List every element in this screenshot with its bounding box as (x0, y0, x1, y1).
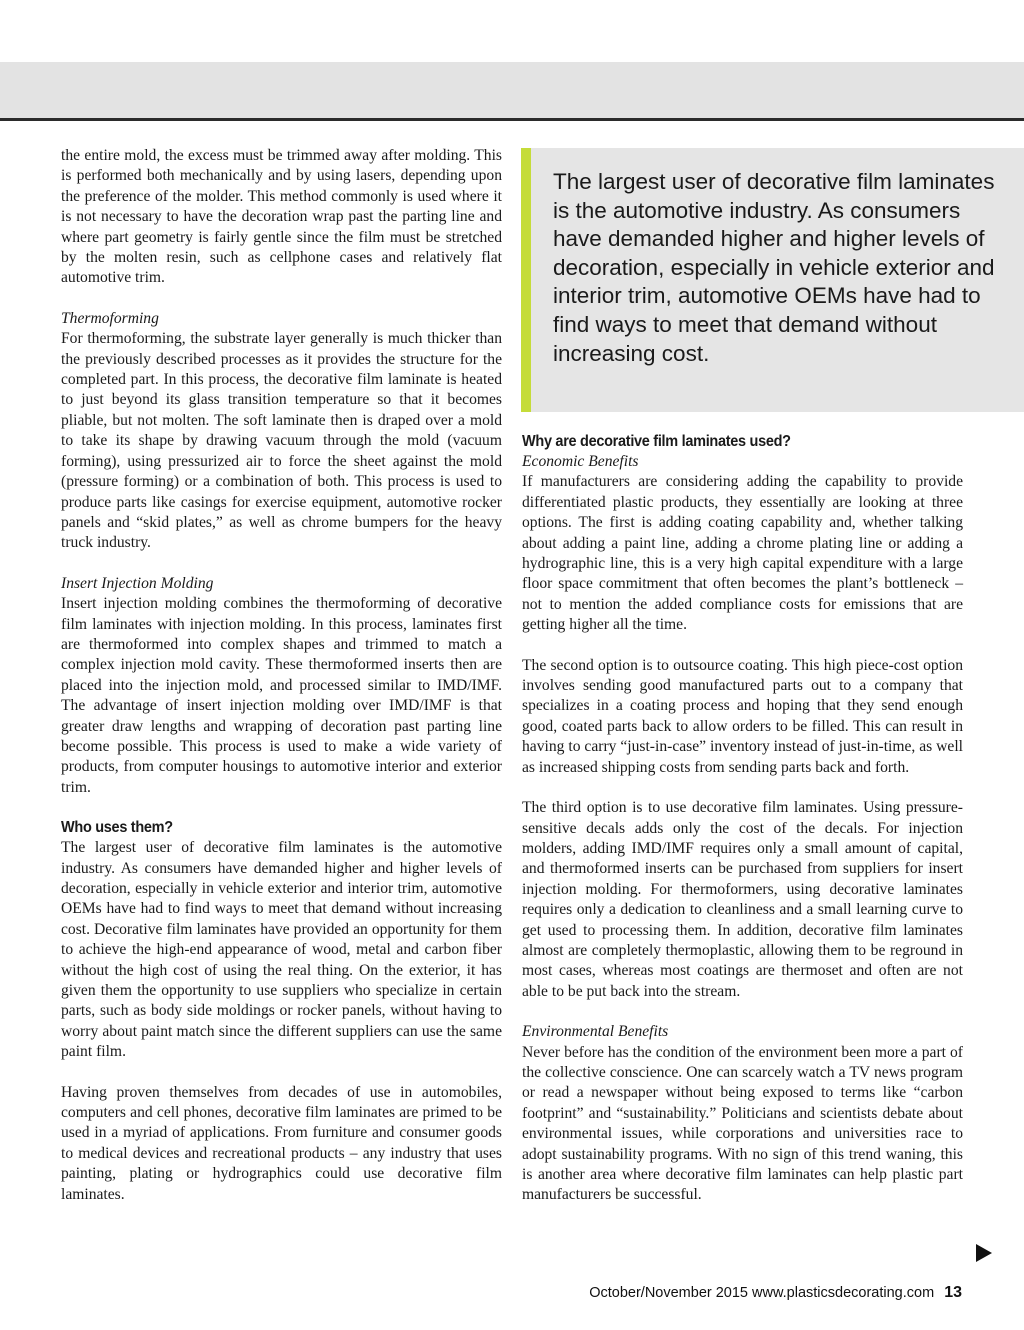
third-option-paragraph: The third option is to use decorative film laminates. Using pressure-sensitive decals adds only the cost of the decals. For injection molders, adding IMD/IMF requires only a small amount of capital, and thermoformed inserts can be purchased from suppliers for insert injection molding. For thermoformers, using decorative laminates requires only a dedication to cleanliness and a small learning curve to get used to processing them. In addition, decorative film laminates almost are completely thermoplastic, allowing them to be reground in most cases, whereas most coatings are thermoset and often are not able to be put back into the stream. (522, 799, 963, 1000)
who-section (61, 818, 502, 1062)
page-footer (589, 1284, 962, 1302)
continue-arrow-icon (976, 1244, 992, 1262)
insert-section (61, 574, 502, 798)
header-band (0, 62, 1024, 121)
footer-issue: October/November 2015 (589, 1285, 748, 1301)
intro-paragraph: the entire mold, the excess must be trimmed away after molding. This is performed both mechanically and by using lasers, depending upon the preference of the molder. This method commonly is used where it is not necessary to have the decoration wrap past the parting line and where part geometry is fairly gentle since the film must be stretched by the molten resin, such as cellphone cases and relatively flat automotive trim. (61, 147, 502, 287)
page-number: 13 (944, 1284, 962, 1301)
economic-heading: Economic Benefits (522, 453, 639, 470)
insert-heading: Insert Injection Molding (61, 574, 214, 592)
who-body: The largest user of decorative film laminates is the automotive industry. As consumers have demanded higher and higher levels of decoration, especially in vehicle exterior and interior trim, automotive OEMs have had to find ways to meet that demand without increasing cost. Decorative film laminates have provided an opportunity for them to achieve the high-end appearance of wood, metal and carbon fiber without the high cost of using the real thing. On the exterior, it has given them the opportunity to use suppliers who specialize in certain parts, such as body side moldings or rocker panels, without having to worry about paint match since the different suppliers can use the same paint film. (61, 839, 502, 1061)
thermoforming-heading: Thermoforming (61, 309, 159, 327)
right-column (522, 432, 963, 1206)
insert-body: Insert injection molding combines the thermoforming of decorative film laminates with injection molding. In this process, laminates first are thermoformed into complex shapes and trimmed to match a complex injection mold cavity. These thermoformed inserts then are placed into the injection mold, and processed similar to IMD/IMF. The advantage of insert injection molding over IMD/IMF is that greater draw lengths and wrapping of decoration past parting line become possible. This process is used to make a wide variety of products, from computer housings to automotive interior and exterior trim. (61, 595, 502, 796)
environmental-body: Never before has the condition of the environment been more a part of the collective conscience. One can scarcely watch a TV news program or read a newspaper without being exposed to terms like “carbon footprint” and “sustainability.” Politicians and scientists debate about environmental issues, while corporations and universities race to adopt sustainability programs. With no sign of this trend waning, this is another area where decorative film laminates can help plastic part manufacturers be successful. (522, 1043, 963, 1204)
thermoforming-body: For thermoforming, the substrate layer generally is much thicker than the previously described processes as it provides the structure for the completed part. In this process, the decorative film laminate is heated to just beyond its glass transition temperature so that it becomes pliable, but not molten. The soft laminate then is draped over a mold to take its shape by drawing vacuum through the mold (vacuum forming), using pressurized air to force the sheet against the mold (pressure forming) or a combination of both. This process is used to produce parts like casings for exercise equipment, automotive rocker panels and “skid plates,” as well as chrome bumpers for the heavy truck industry. (61, 330, 502, 552)
environmental-heading: Environmental Benefits (522, 1023, 669, 1041)
why-section (522, 432, 963, 636)
who-heading: Who uses them? (61, 819, 173, 837)
footer-site: www.plasticsdecorating.com (752, 1285, 935, 1301)
environmental-section (522, 1022, 963, 1206)
second-option-paragraph: The second option is to outsource coating. This high piece-cost option involves sending good manufactured parts out to a company that specializes in a coating process and hoping that they send enough good, coated parts back to allow orders to be filled. This can result in having to carry “just-in-case” inventory instead of just-in-time, as well as increased shipping costs from sending parts back and forth. (522, 656, 963, 776)
pullquote-text: The largest user of decorative film laminates is the automotive industry. As consumers have demanded higher and higher levels of decoration, especially in vehicle exterior and interior trim, automotive OEMs have had to find ways to meet that demand without increasing cost. (553, 169, 995, 366)
thermoforming-section (61, 309, 502, 554)
left-column (61, 146, 502, 1225)
economic-body: If manufacturers are considering adding the capability to provide differentiated plastic products, they essentially are looking at three options. The first is adding coating capability and, whether talking about adding a paint line, adding a chrome plating line or adding a hydrographic line, this is a very high capital expenditure with a large floor space commitment that often becomes the plant’s bottleneck – not to mention the added compliance costs for emissions that are getting higher all the time. (522, 473, 963, 634)
why-heading: Why are decorative film laminates used? (522, 433, 791, 451)
having-paragraph: Having proven themselves from decades of use in automobiles, computers and cell phones, decorative film laminates are primed to be used in a myriad of applications. From furniture and consumer goods to medical devices and recreational products – any industry that uses painting, plating or hydrographics could use decorative film laminates. (61, 1083, 502, 1203)
pullquote (521, 148, 1024, 412)
